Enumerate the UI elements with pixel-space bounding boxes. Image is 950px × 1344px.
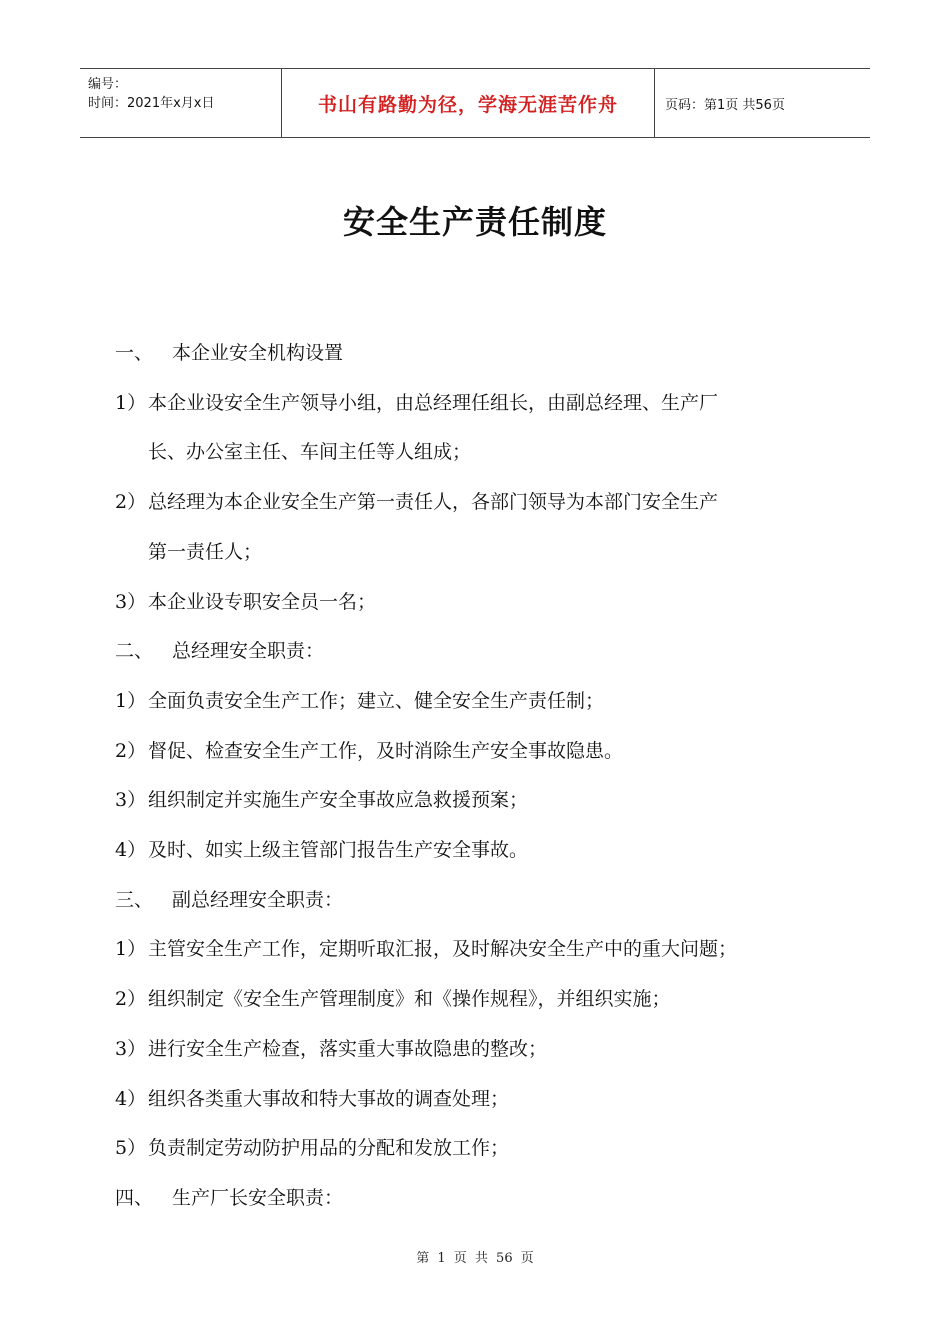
list-item <box>115 1036 547 1062</box>
item-marker: 3） <box>115 591 147 613</box>
item-marker: 2） <box>115 988 147 1010</box>
item-marker: 3） <box>115 1038 147 1060</box>
item-marker: 3） <box>115 789 147 811</box>
item-text: 副总经理安全职责： <box>172 889 344 911</box>
list-item <box>115 738 623 764</box>
list-item <box>115 390 718 416</box>
page-footer: 第 1 页 共 56 页 <box>416 1251 534 1266</box>
item-text: 组织制定《安全生产管理制度》和《操作规程》，并组织实施； <box>148 988 671 1010</box>
item-marker: 1） <box>115 938 147 960</box>
item-marker: 2） <box>115 740 147 762</box>
list-item <box>115 589 376 615</box>
list-item-continuation <box>148 439 471 465</box>
item-text: 长、办公室主任、车间主任等人组成； <box>148 441 472 463</box>
header-page-info: 页码：第1页 共56页 <box>665 97 785 113</box>
item-marker: 1） <box>115 392 147 414</box>
item-text: 生产厂长安全职责： <box>172 1187 344 1209</box>
list-item <box>115 1135 509 1161</box>
item-marker: 三、 <box>115 889 154 911</box>
section-heading <box>115 638 324 664</box>
list-item <box>115 837 528 863</box>
list-item <box>115 787 528 813</box>
list-item <box>115 986 671 1012</box>
item-marker: 一、 <box>115 342 154 364</box>
list-item <box>115 936 737 962</box>
item-marker: 5） <box>115 1137 147 1159</box>
item-text: 主管安全生产工作，定期听取汇报，及时解决安全生产中的重大问题； <box>148 938 738 960</box>
list-item <box>115 688 604 714</box>
item-marker: 二、 <box>115 640 154 662</box>
item-text: 本企业安全机构设置 <box>172 342 344 364</box>
page-header <box>80 68 870 138</box>
section-heading <box>115 340 343 366</box>
item-marker: 4） <box>115 1088 147 1110</box>
item-text: 第一责任人； <box>148 541 263 563</box>
document-title: 安全生产责任制度 <box>342 203 607 241</box>
list-item <box>115 489 718 515</box>
item-text: 本企业设专职安全员一名； <box>148 591 377 613</box>
section-heading <box>115 1185 343 1211</box>
item-text: 督促、检查安全生产工作，及时消除生产安全事故隐患。 <box>148 740 624 762</box>
item-text: 组织制定并实施生产安全事故应急救援预案； <box>148 789 529 811</box>
section-heading <box>115 887 343 913</box>
item-text: 总经理安全职责： <box>172 640 325 662</box>
item-text: 及时、如实上级主管部门报告生产安全事故。 <box>148 839 529 861</box>
header-motto: 书山有路勤为径，学海无涯苦作舟 <box>282 69 655 137</box>
list-item-continuation <box>148 539 262 565</box>
item-marker: 2） <box>115 491 147 513</box>
item-text: 组织各类重大事故和特大事故的调查处理； <box>148 1088 510 1110</box>
item-marker: 四、 <box>115 1187 154 1209</box>
item-text: 总经理为本企业安全生产第一责任人，各部门领导为本部门安全生产 <box>148 491 719 513</box>
number-label: 编号： <box>88 77 128 92</box>
item-text: 全面负责安全生产工作；建立、健全安全生产责任制； <box>148 690 605 712</box>
date-label: 时间：2021年x月x日 <box>88 96 215 111</box>
item-marker: 4） <box>115 839 147 861</box>
item-text: 本企业设安全生产领导小组，由总经理任组长，由副总经理、生产厂 <box>148 392 719 414</box>
item-text: 进行安全生产检查，落实重大事故隐患的整改； <box>148 1038 548 1060</box>
item-text: 负责制定劳动防护用品的分配和发放工作； <box>148 1137 510 1159</box>
list-item <box>115 1086 509 1112</box>
item-marker: 1） <box>115 690 147 712</box>
header-meta <box>80 69 282 137</box>
